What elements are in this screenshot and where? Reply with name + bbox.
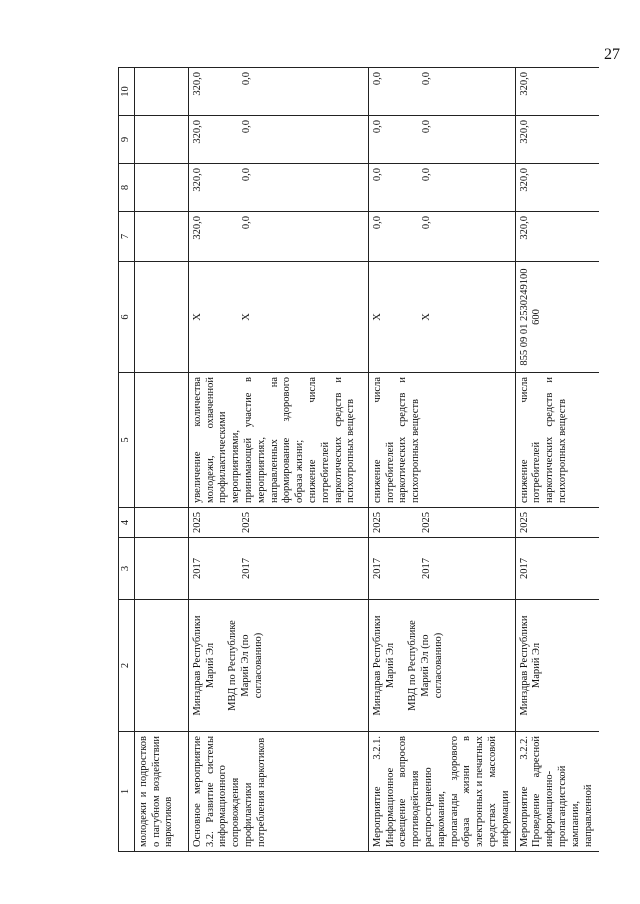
row-1-result-3: снижение числа потребителей наркотических средств и психотропных веществ xyxy=(306,377,357,503)
row-2-value-8b: 0,0 xyxy=(420,168,432,182)
row-1-result-1: увеличение количества молодежи, охваченной профилактическими мероприятиями, xyxy=(191,377,242,503)
row-3-value-8: 320,0 xyxy=(518,168,530,192)
table-row-continuation xyxy=(134,68,188,852)
row-1-result-2: принимающей участие в мероприятиях, направленных на формирование здорового образа жизни; xyxy=(242,377,306,503)
row-2-result-1: снижение числа потребителей наркотических средств и психотропных веществ xyxy=(371,377,422,503)
row-2-executor-2: МВД по Республике Марий Эл (по согласованию) xyxy=(407,620,444,711)
row-3-result-1: снижение числа потребителей наркотических средств и психотропных веществ xyxy=(518,377,568,503)
row-1-executor-1: Минздрав Республики Марий Эл xyxy=(191,615,216,716)
row-3-end-year: 2025 xyxy=(518,512,530,533)
row-3-budget-code: 855 09 01 2530249100 600 xyxy=(518,268,543,366)
row-2-value-7a: 0,0 xyxy=(371,216,383,230)
page-number: 27 xyxy=(604,46,620,63)
row-2-value-9b: 0,0 xyxy=(420,120,432,134)
row-2-activity: Мероприятие 3.2.1. Информационное освещение вопросов противодействия распространению наркомании, пропаганды здорового образа жизни в электронных и печатных средствах массовой информации xyxy=(368,732,515,852)
row-1-value-7b: 0,0 xyxy=(240,216,252,230)
table-row-activity-3-2-2 xyxy=(515,68,599,852)
column-number-8: 8 xyxy=(119,164,135,212)
row-1-start-year-2: 2017 xyxy=(240,558,252,579)
column-number-3: 3 xyxy=(119,538,135,600)
table-header-row xyxy=(119,68,135,852)
row-1-code-1: Х xyxy=(191,313,203,321)
row-3-value-7: 320,0 xyxy=(518,216,530,240)
table-row-main-activity-3-2 xyxy=(188,68,368,852)
row-3-value-9: 320,0 xyxy=(518,120,530,144)
column-number-1: 1 xyxy=(119,732,135,852)
row-3-executor-1: Минздрав Республики Марий Эл xyxy=(518,615,543,716)
column-number-4: 4 xyxy=(119,508,135,538)
row-1-end-year-2: 2025 xyxy=(240,512,252,533)
column-number-10: 10 xyxy=(119,68,135,116)
row-1-value-9a: 320,0 xyxy=(191,120,203,144)
column-number-7: 7 xyxy=(119,212,135,262)
row-2-executor-1: Минздрав Республики Марий Эл xyxy=(371,615,396,716)
row-2-value-8a: 0,0 xyxy=(371,168,383,182)
row-1-executor-2: МВД по Республике Марий Эл (по согласованию) xyxy=(227,620,264,711)
row-3-activity: Мероприятие 3.2.2. Проведение адресной информационно-пропагандистской кампании, направленной xyxy=(515,732,599,852)
row-2-value-10a: 0,0 xyxy=(371,72,383,86)
row-2-code-2: Х xyxy=(420,313,432,321)
row-1-value-10a: 320,0 xyxy=(191,72,203,96)
row-1-value-9b: 0,0 xyxy=(240,120,252,134)
column-number-2: 2 xyxy=(119,600,135,732)
row-1-activity: Основное мероприятие 3.2. Развитие системы информационного сопровождения профилактики потребления наркотиков xyxy=(188,732,368,852)
row-3-start-year: 2017 xyxy=(518,558,530,579)
row-2-end-year-1: 2025 xyxy=(371,512,383,533)
row-1-code-2: Х xyxy=(240,313,252,321)
row-2-start-year-1: 2017 xyxy=(371,558,383,579)
row-2-value-7b: 0,0 xyxy=(420,216,432,230)
row-1-value-7a: 320,0 xyxy=(191,216,203,240)
rotated-page-content xyxy=(118,68,622,852)
column-number-6: 6 xyxy=(119,262,135,373)
program-table xyxy=(118,67,599,852)
row-1-start-year-1: 2017 xyxy=(191,558,203,579)
row-3-value-10: 320,0 xyxy=(518,72,530,96)
row-2-start-year-2: 2017 xyxy=(420,558,432,579)
row-1-end-year-1: 2025 xyxy=(191,512,203,533)
row-2-value-10b: 0,0 xyxy=(420,72,432,86)
row-1-value-10b: 0,0 xyxy=(240,72,252,86)
row-1-value-8a: 320,0 xyxy=(191,168,203,192)
row-0-activity: молодежи и подростков о пагубном воздействии наркотиков xyxy=(134,732,188,852)
table-row-activity-3-2-1 xyxy=(368,68,515,852)
row-2-end-year-2: 2025 xyxy=(420,512,432,533)
column-number-9: 9 xyxy=(119,116,135,164)
row-1-value-8b: 0,0 xyxy=(240,168,252,182)
row-2-code-1: Х xyxy=(371,313,383,321)
row-2-value-9a: 0,0 xyxy=(371,120,383,134)
column-number-5: 5 xyxy=(119,373,135,508)
